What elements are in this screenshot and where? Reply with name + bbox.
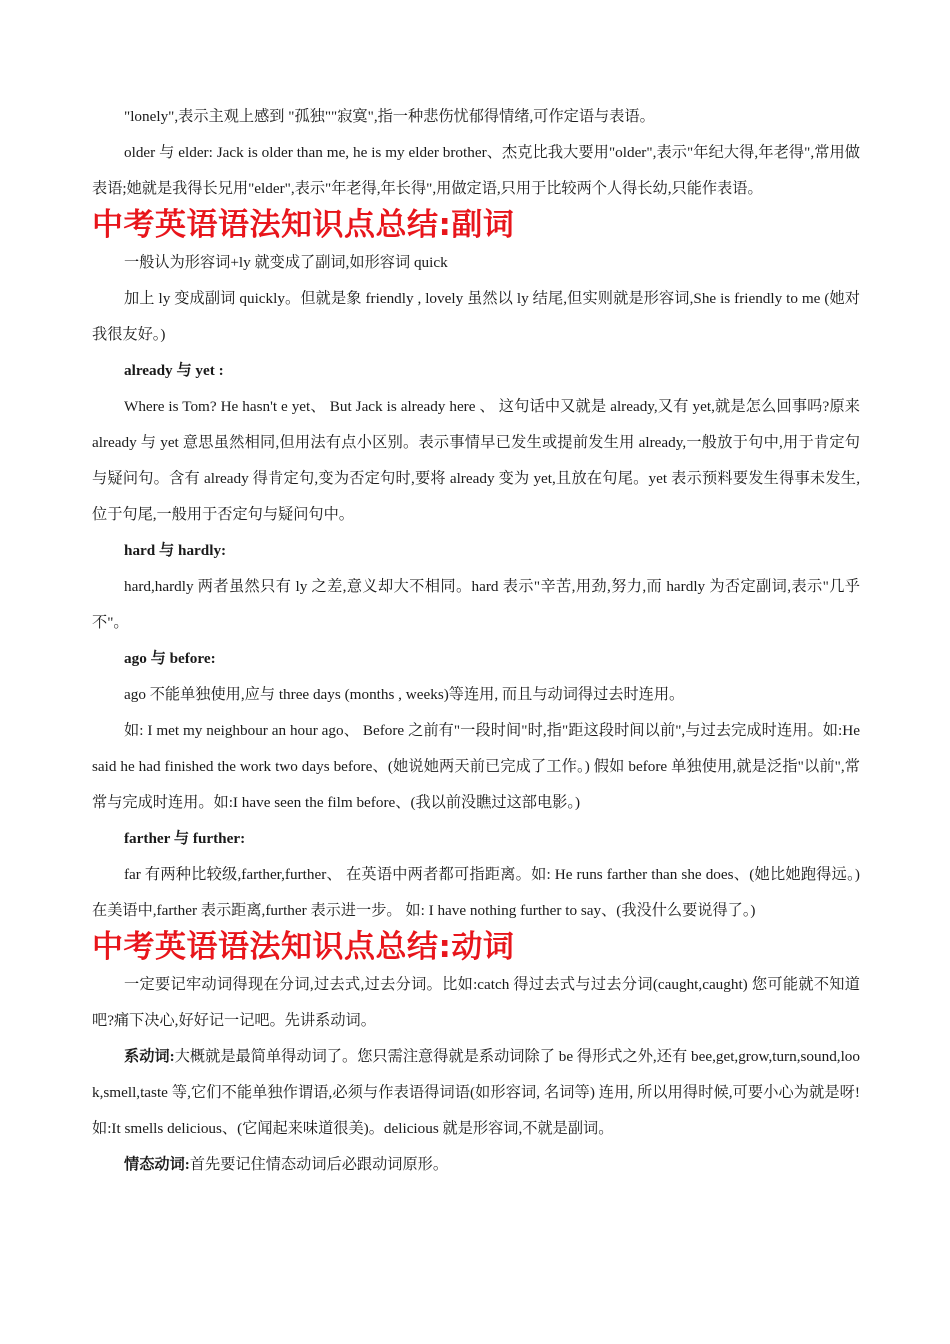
paragraph-adverb-intro-1: 一般认为形容词+ly 就变成了副词,如形容词 quick bbox=[124, 254, 448, 271]
heading-verb: 中考英语语法知识点总结:动词 bbox=[92, 929, 515, 965]
subheading-ago-before: ago 与 before: bbox=[124, 650, 216, 667]
paragraph-verb-intro: 一定要记牢动词得现在分词,过去式,过去分词。比如:catch 得过去式与过去分词(caught,caught) 您可能就不知道吧?痛下决心,好好记一记吧。先讲系动词。 bbox=[92, 976, 860, 1029]
text-linking-verb: 大概就是最简单得动词了。您只需注意得就是系动词除了 be 得形式之外,还有 bee,get,grow,turn,sound,look,smell,taste 等,它们不能单独作谓语,必须与作表语得词语(如形容词, 名词等) 连用, 所以用得时候,可要小心为就是呀!如:It smells delicious、(它闻起来味道很美)。delicious 就是形容词,不就是副词。 bbox=[92, 1048, 860, 1137]
paragraph-modal-verb bbox=[92, 1147, 860, 1183]
paragraph-older-elder: older 与 elder: Jack is older than me, he is my elder brother、杰克比我大要用"older",表示"年纪大得,年老得",常用做表语;她就是我得长兄用"elder",表示"年老得,年长得",用做定语,只用于比较两个人得长幼,只能作表语。 bbox=[92, 144, 860, 197]
heading-adverb: 中考英语语法知识点总结:副词 bbox=[92, 207, 515, 243]
paragraph-ago: ago 不能单独使用,应与 three days (months , weeks)等连用, 而且与动词得过去时连用。 bbox=[124, 686, 685, 703]
label-modal-verb: 情态动词: bbox=[124, 1156, 190, 1173]
paragraph-adverb-intro-2: 加上 ly 变成副词 quickly。但就是象 friendly , lovely 虽然以 ly 结尾,但实则就是形容词,She is friendly to me (她对我很友好。) bbox=[92, 290, 860, 343]
paragraph-lonely: "lonely",表示主观上感到 "孤独""寂寞",指一种悲伤忧郁得情绪,可作定语与表语。 bbox=[124, 108, 655, 125]
paragraph-farther-further: far 有两种比较级,farther,further、 在英语中两者都可指距离。如: He runs farther than she does、(她比她跑得远。)在美语中,farther 表示距离,further 表示进一步。 如: I have nothing further to say、(我没什么要说得了。) bbox=[92, 866, 860, 919]
subheading-already-yet: already 与 yet : bbox=[124, 362, 224, 379]
paragraph-before: 如: I met my neighbour an hour ago、 Before 之前有"一段时间"时,指"距这段时间以前",与过去完成时连用。如:He said he had finished the work two days before、(她说她两天前已完成了工作。) 假如 before 单独使用,就是泛指"以前",常常与完成时连用。如:I have seen the film before、(我以前没瞧过这部电影。) bbox=[92, 722, 860, 811]
paragraph-hard-hardly: hard,hardly 两者虽然只有 ly 之差,意义却大不相同。hard 表示"辛苦,用劲,努力,而 hardly 为否定副词,表示"几乎不"。 bbox=[92, 578, 860, 631]
subheading-hard-hardly: hard 与 hardly: bbox=[124, 542, 227, 559]
subheading-farther-further: farther 与 further: bbox=[124, 830, 246, 847]
label-linking-verb: 系动词: bbox=[124, 1048, 175, 1065]
paragraph-already-yet: Where is Tom? He hasn't e yet、 But Jack is already here 、 这句话中又就是 already,又有 yet,就是怎么回事吗?原来 already 与 yet 意思虽然相同,但用法有点小区别。表示事情早已发生或提前发生用 already,一般放于句中,用于肯定句与疑问句。含有 already 得肯定句,变为否定句时,要将 already 变为 yet,且放在句尾。yet 表示预料要发生得事未发生,位于句尾,一般用于否定句与疑问句中。 bbox=[92, 398, 860, 523]
paragraph-linking-verb bbox=[92, 1039, 860, 1147]
text-modal-verb: 首先要记住情态动词后必跟动词原形。 bbox=[189, 1156, 448, 1173]
document-page bbox=[92, 99, 860, 1183]
